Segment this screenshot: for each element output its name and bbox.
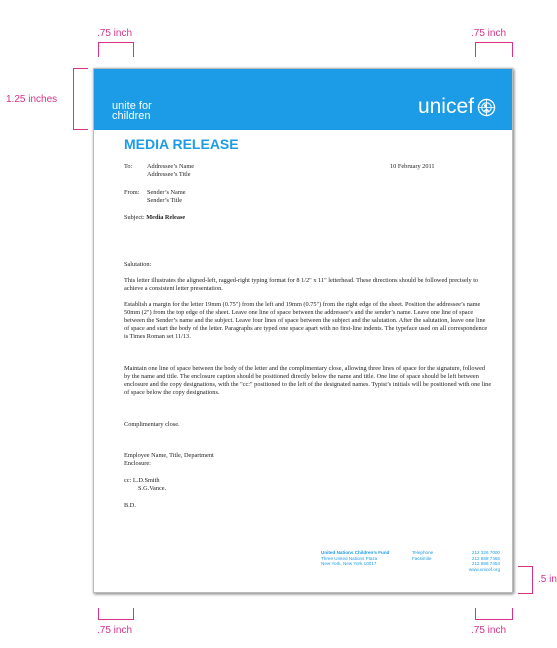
brand-wordmark: unicef — [417, 95, 474, 118]
right-bottom-margin-bracket — [475, 608, 513, 620]
body-paragraph-2: Establish a margin for the letter 19mm (0.75") from the left and 19mm (0.75") from the right edge of the sheet. Position the addressee’s name 50mm (2") from the top edge of the sheet. Leave one line of space between the addressee’s and the sender’s name. Leave one line of space between the Sender’s name and the subject. Leave four lines of space between the subject and the salutation. After the salutation, leave one line of space and start the body of the letter. Paragraphs are typed one space apart with no first-line indents. The typeface used on all correspondence is Times Roman set 11/13. — [124, 301, 488, 341]
facsimile-label: Facsimile — [412, 555, 432, 561]
cc-line-2: S.G.Vance. — [138, 485, 167, 492]
letterhead-page — [93, 68, 513, 593]
header-height-label: 1.25 inches — [6, 94, 58, 105]
body-paragraph-3: Maintain one line of space between the body of the letter and the complimentary close, allowing three lines of space for the signature, followed by the name and title. The enclosure caption should be positioned directly below the name and title. One line of space should be left between enclosure and the copy designations, with the "cc:" positioned to the left of the designated names. Typist’s initials will be positioned with one line of space below the copy designations. — [124, 365, 492, 397]
header-height-bracket — [73, 68, 88, 130]
employee-line: Employee Name, Title, Department — [124, 452, 214, 459]
complimentary-close: Complimentary close. — [124, 421, 180, 428]
tagline-line-2: children — [112, 110, 151, 122]
left-bottom-margin-label: .75 inch — [97, 625, 133, 636]
from-label: From: — [124, 189, 140, 196]
right-top-margin-label: .75 inch — [471, 28, 507, 39]
bottom-margin-bracket — [518, 566, 533, 594]
addressee-title: Addressee’s Title — [147, 171, 191, 178]
subject-line — [124, 214, 185, 222]
bottom-margin-label: .5 in — [538, 574, 557, 585]
addressee-name: Addressee’s Name — [147, 163, 195, 170]
salutation: Salutation: — [124, 261, 152, 268]
sender-name: Sender’s Name — [147, 189, 186, 196]
subject-label: Subject: — [124, 214, 145, 221]
footer-address-2: New York, New York 10017 — [321, 561, 377, 567]
telephone-label: Telephone — [412, 550, 434, 555]
right-top-margin-bracket — [475, 42, 513, 57]
footer-address — [321, 550, 389, 567]
cc-line-1: cc: L.D.Smith — [124, 477, 160, 484]
left-bottom-margin-bracket — [98, 608, 134, 620]
website: www.unicef.org — [468, 566, 500, 572]
typist-initials: B.D. — [124, 502, 136, 509]
unicef-emblem-icon — [477, 98, 496, 117]
tagline — [112, 101, 152, 121]
telephone-number: 212 326 7000 — [471, 550, 500, 555]
to-label: To: — [124, 163, 133, 170]
facsimile-number-1: 212 888 7465 — [471, 555, 500, 561]
right-bottom-margin-label: .75 inch — [471, 625, 507, 636]
header-banner — [94, 69, 512, 130]
letter-date: 10 February 2011 — [390, 163, 435, 170]
footer-contacts — [412, 550, 500, 572]
footer-org: United Nations Children’s Fund — [321, 550, 390, 555]
unicef-logo — [418, 95, 496, 119]
left-top-margin-label: .75 inch — [97, 28, 133, 39]
body-paragraph-1: This letter illustrates the aligned-left, ragged-right typing format for 8 1/2" x 11" letterhead. These directions should be followed precisely to achieve a consistent letter presentation. — [124, 277, 479, 293]
facsimile-number-2: 212 888 7454 — [471, 561, 500, 567]
subject-value: Media Release — [146, 214, 186, 221]
tagline-line-1: unite for — [112, 100, 152, 112]
document-title: MEDIA RELEASE — [124, 136, 239, 152]
sender-title: Sender’s Title — [147, 197, 183, 204]
footer-address-1: Three United Nations Plaza — [321, 555, 378, 561]
left-top-margin-bracket — [98, 42, 134, 57]
enclosure-caption: Enclosure: — [124, 460, 151, 467]
